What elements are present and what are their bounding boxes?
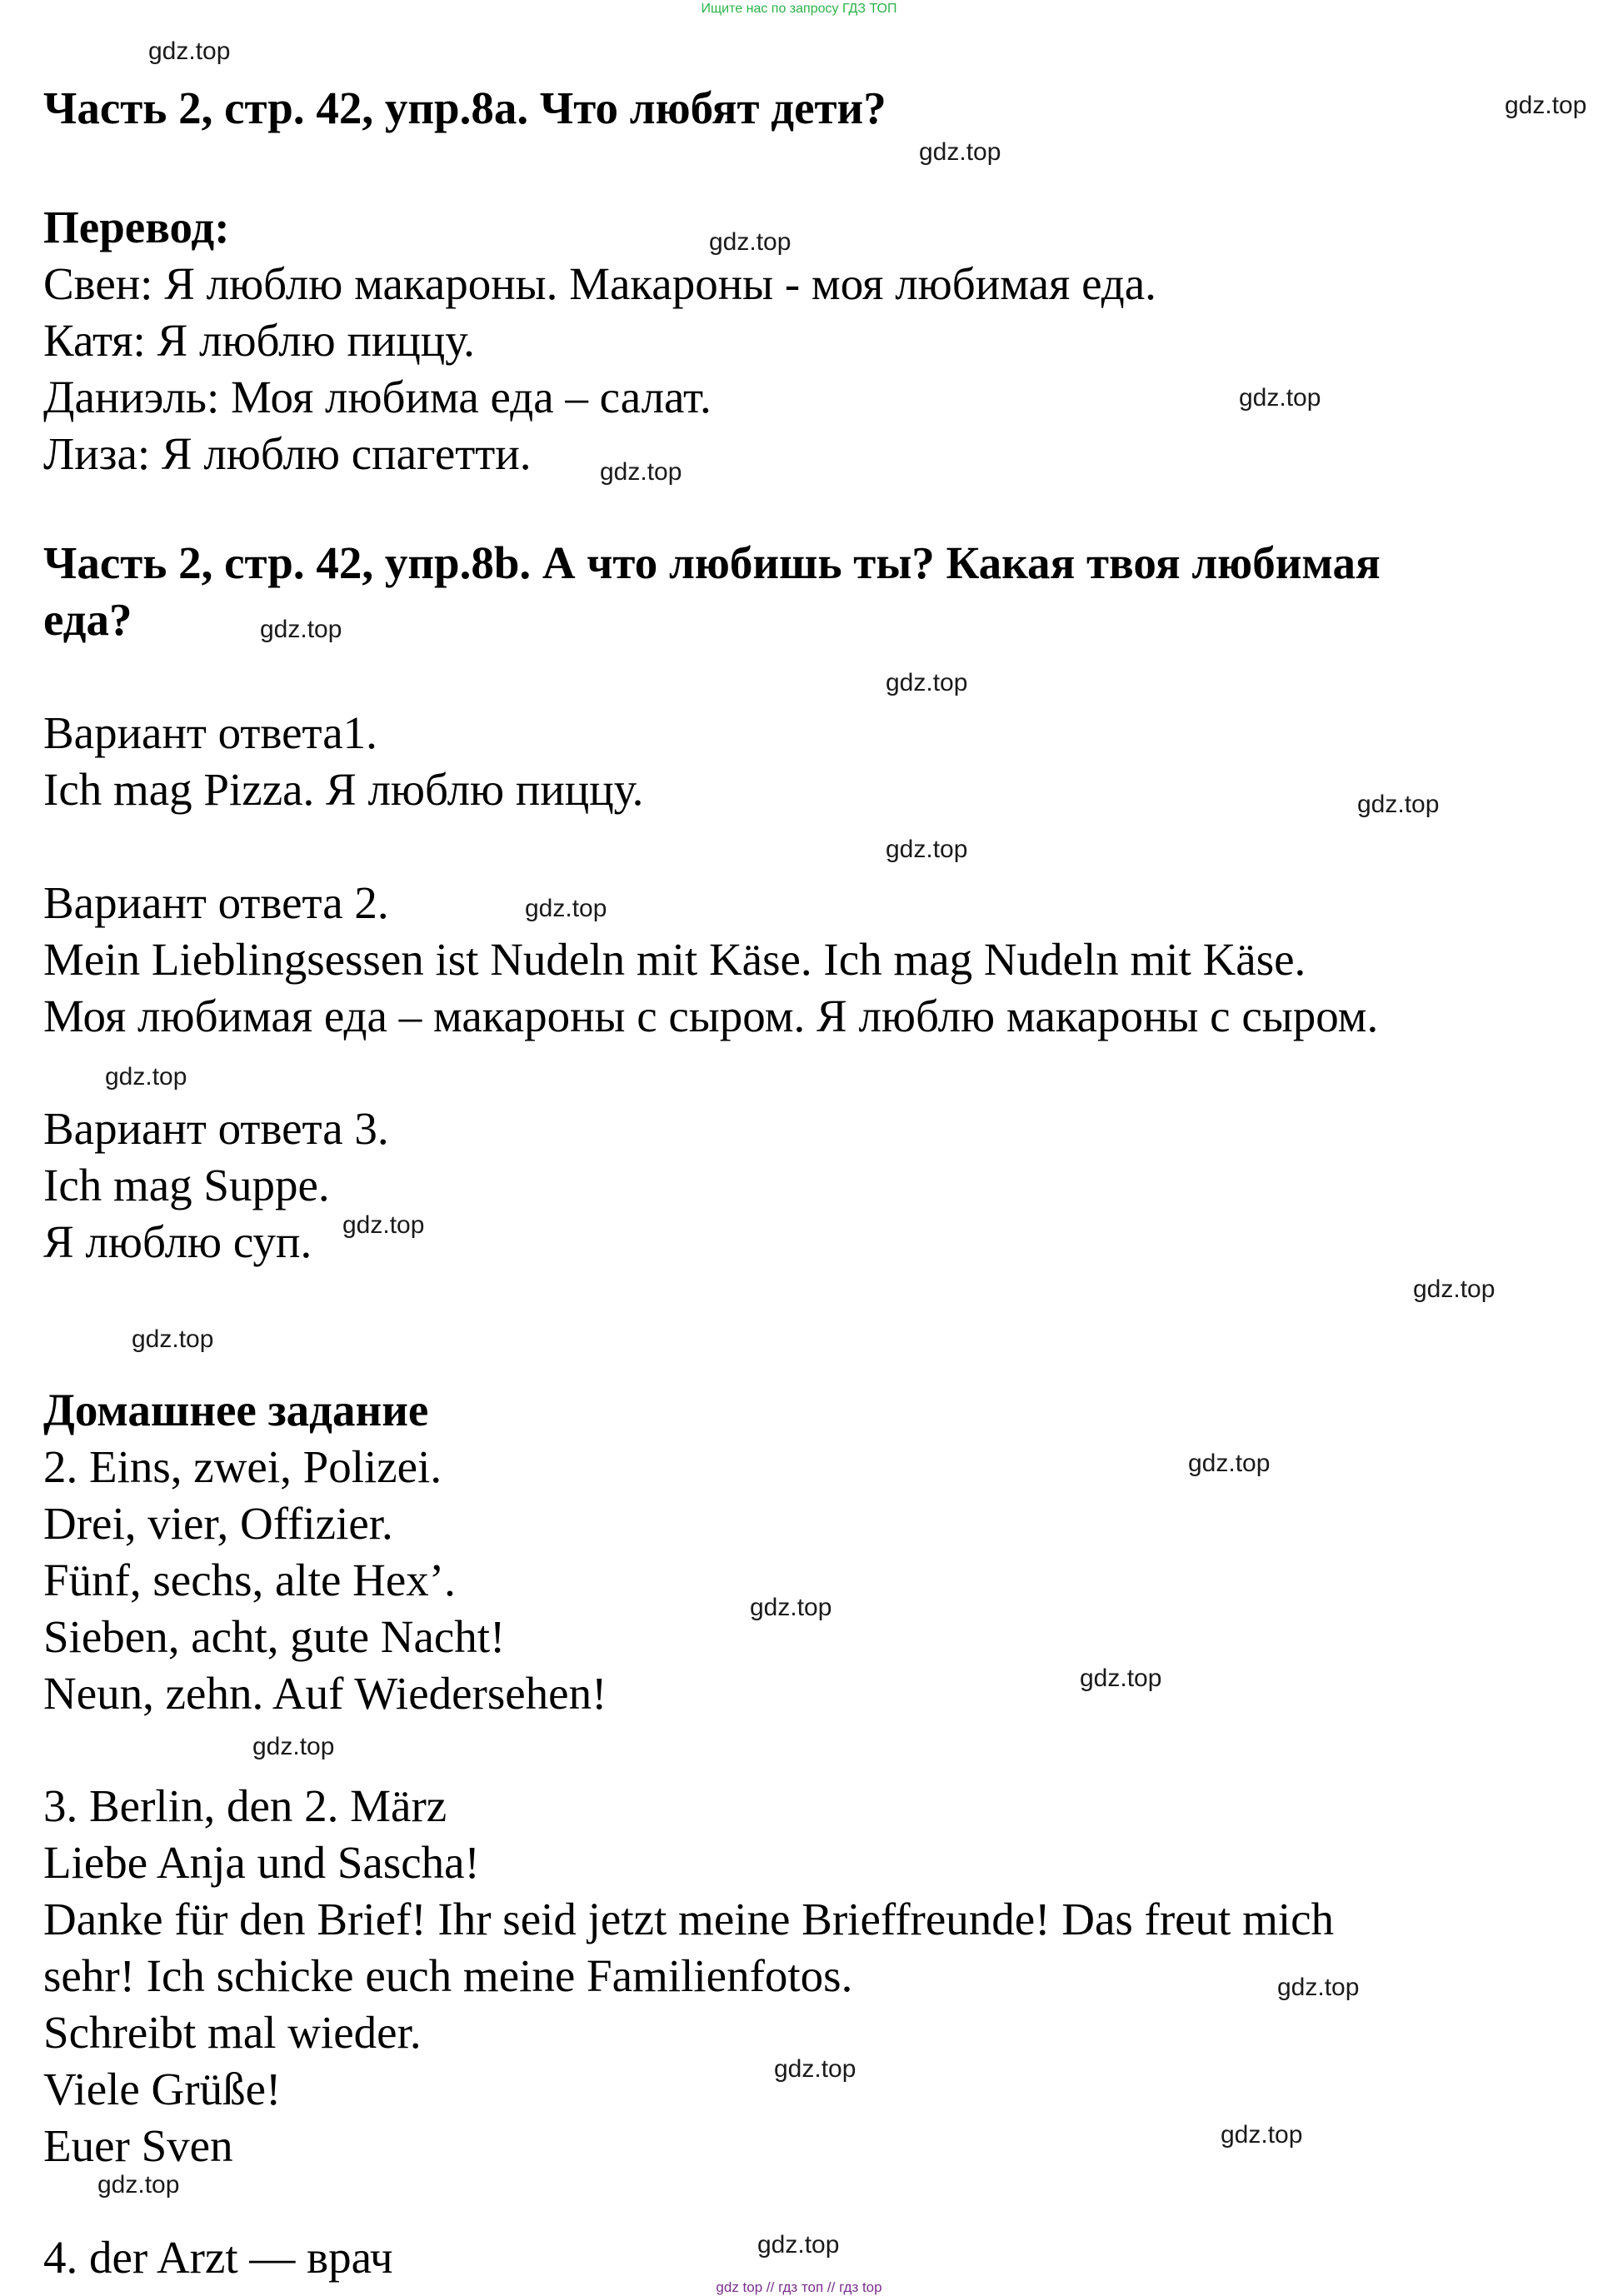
watermark: gdz.top bbox=[260, 616, 342, 643]
task3-line: sehr! Ich schicke euch meine Familienfotos. bbox=[43, 1950, 853, 2001]
watermark: gdz.top bbox=[132, 1325, 214, 1353]
variant3-label: Вариант ответа 3. bbox=[43, 1103, 389, 1154]
section1-line: Свен: Я люблю макароны. Макароны - моя любимая еда. bbox=[43, 258, 1156, 309]
variant3-answer: Ich mag Suppe. bbox=[43, 1160, 330, 1210]
watermark: gdz.top bbox=[1357, 791, 1440, 818]
watermark: gdz.top bbox=[919, 138, 1001, 166]
task2-line: Drei, vier, Offizier. bbox=[43, 1498, 393, 1549]
watermark: gdz.top bbox=[774, 2055, 856, 2083]
section2-heading-cont: еда? bbox=[43, 594, 132, 645]
section2-heading: Часть 2, стр. 42, упр.8b. А что любишь ты? Какая твоя любимая bbox=[43, 537, 1381, 588]
variant2-translation: Моя любимая еда – макароны с сыром. Я люблю макароны с сыром. bbox=[43, 991, 1379, 1041]
watermark: gdz.top bbox=[1413, 1275, 1496, 1303]
task3-line: Schreibt mal wieder. bbox=[43, 2007, 422, 2058]
watermark: gdz.top bbox=[1239, 384, 1321, 412]
section1-line: Лиза: Я люблю спагетти. bbox=[43, 428, 532, 479]
section1-line: Даниэль: Моя любима еда – салат. bbox=[43, 372, 712, 422]
watermark: gdz.top bbox=[97, 2171, 180, 2199]
variant2-answer: Mein Lieblingsessen ist Nudeln mit Käse. Ich mag Nudeln mit Käse. bbox=[43, 934, 1306, 985]
task3-line: Danke für den Brief! Ihr seid jetzt meine Brieffreunde! Das freut mich bbox=[43, 1894, 1335, 1944]
task2-line: Fünf, sechs, alte Hex’. bbox=[43, 1555, 456, 1605]
watermark: gdz.top bbox=[600, 458, 682, 486]
watermark: gdz.top bbox=[750, 1594, 832, 1621]
task2-line: 2. Eins, zwei, Polizei. bbox=[43, 1441, 442, 1492]
watermark: gdz.top bbox=[886, 836, 968, 863]
task2-line: Sieben, acht, gute Nacht! bbox=[43, 1611, 506, 1662]
top-banner[interactable]: Ищите нас по запросу ГДЗ ТОП bbox=[701, 2, 897, 16]
variant3-translation: Я люблю суп. bbox=[43, 1216, 312, 1267]
variant1-label: Вариант ответа1. bbox=[43, 707, 377, 758]
task3-line: 3. Berlin, den 2. März bbox=[43, 1780, 447, 1831]
section1-subheading: Перевод: bbox=[43, 202, 230, 252]
watermark: gdz.top bbox=[1221, 2121, 1303, 2149]
watermark: gdz.top bbox=[525, 895, 607, 922]
watermark: gdz.top bbox=[252, 1733, 335, 1760]
task3-line: Euer Sven bbox=[43, 2120, 233, 2171]
variant1-answer: Ich mag Pizza. Я люблю пиццу. bbox=[43, 764, 644, 815]
variant2-label: Вариант ответа 2. bbox=[43, 877, 389, 928]
section1-line: Катя: Я люблю пиццу. bbox=[43, 315, 475, 366]
task3-line: Liebe Anja und Sascha! bbox=[43, 1837, 480, 1888]
section1-heading: Часть 2, стр. 42, упр.8a. Что любят дети? bbox=[43, 82, 886, 133]
watermark: gdz.top bbox=[1505, 92, 1587, 119]
bottom-banner[interactable]: gdz top // гдз топ // гдз top bbox=[716, 2279, 882, 2295]
task2-line: Neun, zehn. Auf Wiedersehen! bbox=[43, 1668, 607, 1719]
watermark: gdz.top bbox=[342, 1211, 425, 1239]
watermark: gdz.top bbox=[886, 669, 968, 696]
watermark: gdz.top bbox=[709, 228, 792, 256]
watermark: gdz.top bbox=[1188, 1450, 1271, 1477]
watermark: gdz.top bbox=[1080, 1665, 1162, 1692]
task4-line: 4. der Arzt — врач bbox=[43, 2232, 393, 2283]
watermark: gdz.top bbox=[148, 37, 231, 65]
watermark: gdz.top bbox=[1277, 1974, 1360, 2001]
task3-line: Viele Grüße! bbox=[43, 2064, 282, 2114]
watermark: gdz.top bbox=[757, 2231, 840, 2259]
homework-heading: Домашнее задание bbox=[43, 1385, 429, 1435]
watermark: gdz.top bbox=[105, 1063, 187, 1091]
